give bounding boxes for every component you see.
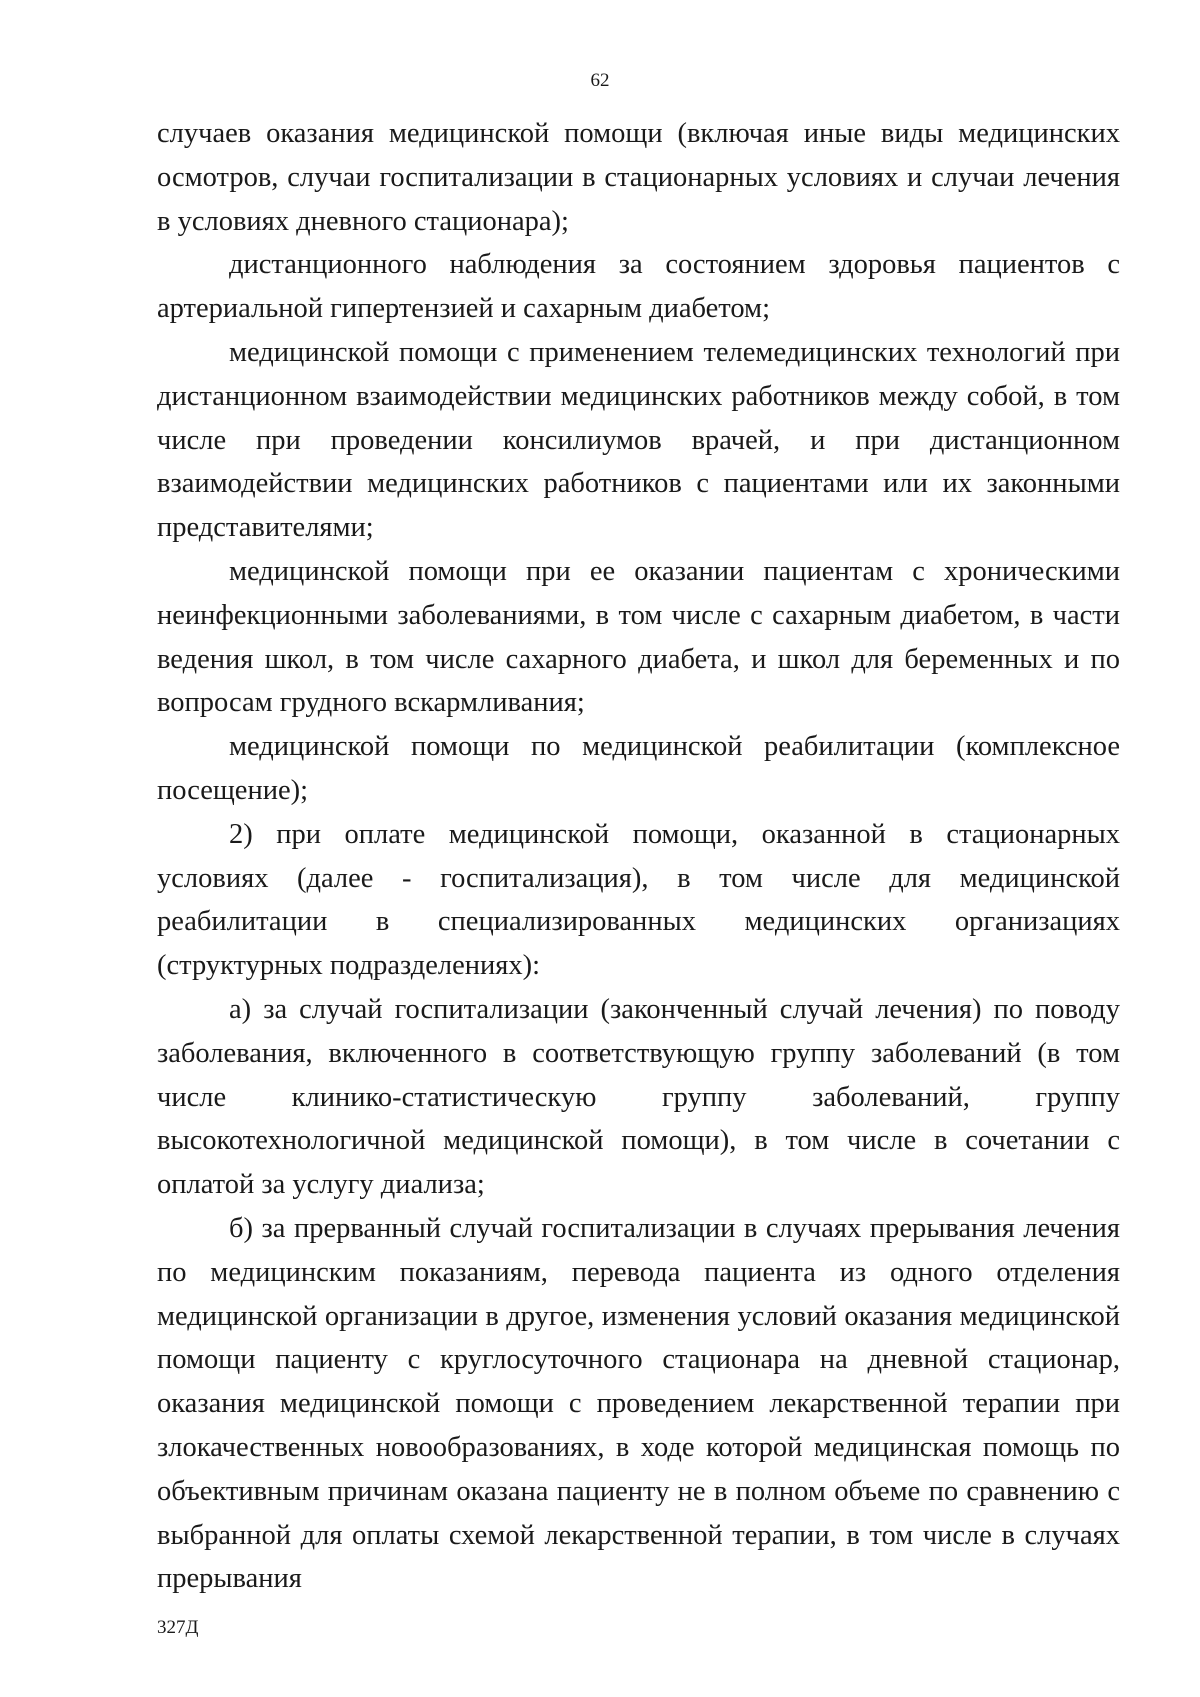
page-number: 62 <box>590 70 610 91</box>
paragraph-rehabilitation: медицинской помощи по медицинской реабилитации (комплексное посещение); <box>157 731 1120 806</box>
paragraph-inpatient-payment: 2) при оплате медицинской помощи, оказанной в стационарных условиях (далее - госпитализация), в том числе для медицинской реабилитации в специализированных медицинских организациях (структурных подразделениях): <box>157 818 1120 982</box>
document-code: 327Д <box>157 1617 199 1638</box>
paragraph-chronic-diseases: медицинской помощи при ее оказании пациентам с хроническими неинфекционными заболеваниями, в том числе с сахарным диабетом, в части ведения школ, в том числе сахарного диабета, и школ для беременных и по вопросам грудного вскармливания; <box>157 555 1120 719</box>
document-body <box>157 112 1120 1601</box>
paragraph-continuation: случаев оказания медицинской помощи (включая иные виды медицинских осмотров, случаи госпитализации в стационарных условиях и случаи лечения в условиях дневного стационара); <box>157 118 1120 237</box>
paragraph-telemedicine: медицинской помощи с применением телемедицинских технологий при дистанционном взаимодействии медицинских работников между собой, в том числе при проведении консилиумов врачей, и при дистанционном взаимодействии медицинских работников с пациентами или их законными представителями; <box>157 336 1120 544</box>
paragraph-remote-monitoring: дистанционного наблюдения за состоянием здоровья пациентов с артериальной гипертензией и сахарным диабетом; <box>157 249 1120 325</box>
paragraph-item-b: б) за прерванный случай госпитализации в случаях прерывания лечения по медицинским показаниям, перевода пациента из одного отделения медицинской организации в другое, изменения условий оказания медицинской помощи пациенту с круглосуточного стационара на дневной стационар, оказания медицинской помощи с проведением лекарственной терапии при злокачественных новообразованиях, в ходе которой медицинская помощь по объективным причинам оказана пациенту не в полном объеме по сравнению с выбранной для оплаты схемой лекарственной терапии, в том числе в случаях прерывания <box>157 1212 1120 1595</box>
paragraph-item-a: а) за случай госпитализации (законченный случай лечения) по поводу заболевания, включенного в соответствующую группу заболеваний (в том числе клинико-статистическую группу заболеваний, группу высокотехнологичной медицинской помощи), в том числе в сочетании с оплатой за услугу диализа; <box>157 993 1120 1201</box>
